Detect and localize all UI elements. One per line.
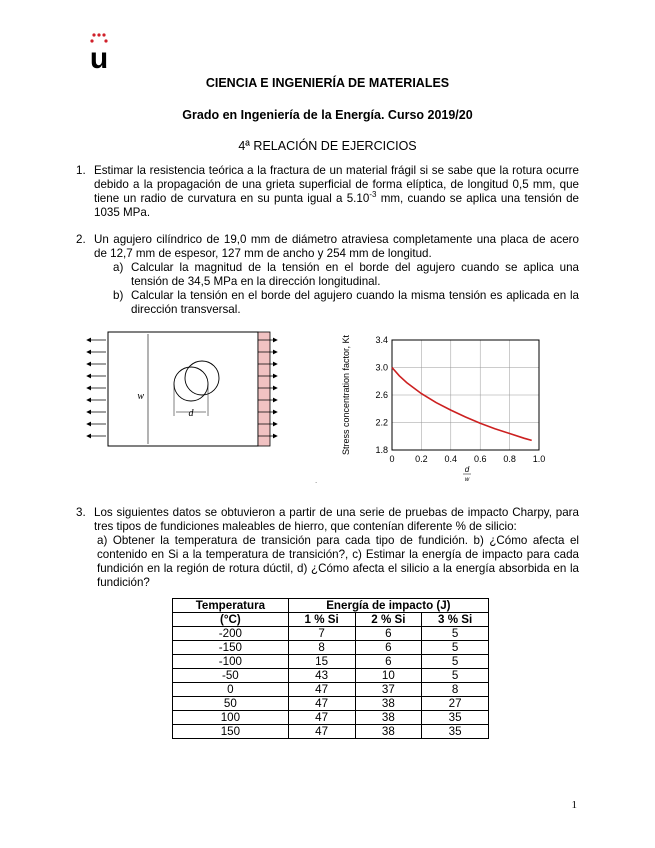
x-tick-label: 0.2	[415, 454, 428, 464]
table-row: -200 7 6 5	[173, 627, 489, 641]
diameter-label: d	[188, 408, 194, 419]
x-axis-label	[463, 465, 471, 482]
table-row: -50 43 10 5	[173, 669, 489, 683]
exercise-set-title: 4ª RELACIÓN DE EJERCICIOS	[238, 139, 417, 153]
logo-letter: u	[89, 42, 109, 70]
exercise-2a-text: Calcular la magnitud de la tensión en el borde del agujero cuando se aplica una tensión de 34,5 MPa en la dirección longitudinal.	[131, 261, 579, 288]
y-axis-label: Stress concentration factor, Kt	[341, 334, 351, 456]
svg-text:w: w	[464, 477, 470, 482]
header-temperature-unit: (°C)	[173, 613, 289, 627]
x-tick-label: 1.0	[532, 454, 546, 464]
x-tick-label: 0	[389, 454, 395, 464]
exercise-2a-label: a)	[113, 261, 124, 274]
charpy-table	[172, 598, 489, 739]
header-si3: 3 % Si	[422, 613, 489, 627]
exercise-1-text: Estimar la resistencia teórica a la fractura de un material frágil si se sabe que la rotura ocurre debido a la propagación de una grieta superficial de forma elíptica, de longitud 0,5 mm, que tiene un radio de curvatura en su punta igual a $5.10^{-3}$ mm, cuando se aplica una tensión de 1035 MPa.	[94, 164, 579, 219]
header-si2: 2 % Si	[355, 613, 422, 627]
y-tick-label: 2.2	[375, 417, 388, 428]
figure-footnote: .	[315, 476, 318, 485]
svg-text:d: d	[464, 465, 470, 474]
y-tick-label: 1.8	[375, 445, 388, 455]
exercise-2b-text: Calcular la tensión en el borde del agujero cuando la misma tensión es aplicada en la dirección transversal.	[131, 289, 579, 316]
table-header-row	[173, 599, 489, 613]
exercise-3-text: Los siguientes datos se obtuvieron a partir de una serie de pruebas de impacto Charpy, para tres tipos de fundiciones maleables de hierro, que contenían diferente % de silicio:	[94, 506, 579, 533]
exercise-2b-label: b)	[113, 289, 124, 302]
plate	[108, 332, 258, 446]
kt-curve	[392, 368, 532, 441]
left-load-arrows	[87, 340, 106, 436]
y-tick-label: 3.0	[375, 362, 388, 373]
table-row: 50 47 38 27	[173, 697, 489, 711]
exercise-2-text: Un agujero cilíndrico de 19,0 mm de diámetro atraviesa completamente una placa de acero de 12,7 mm de espesor, 127 mm de ancho y 254 mm de longitud.	[94, 233, 579, 260]
degree-subtitle: Grado en Ingeniería de la Energía. Curso 2019/20	[182, 108, 473, 122]
header-si1: 1 % Si	[288, 613, 355, 627]
y-tick-label: 2.6	[375, 390, 388, 400]
page-number: 1	[571, 799, 577, 811]
exercise-3-questions: a) Obtener la temperatura de transición para cada tipo de fundición. b) ¿Cómo afecta el contenido en Si a la temperatura de transición?, c) Estimar la energía de impacto para cada fundición en la región de rotura dúctil, d) ¿Cómo afecta el silicio a la energía absorbida en la fundición?	[97, 534, 579, 589]
table-row: 100 47 38 35	[173, 711, 489, 725]
width-label: w	[137, 391, 144, 402]
course-title: CIENCIA E INGENIERÍA DE MATERIALES	[205, 76, 450, 90]
header-energy: Energía de impacto (J)	[288, 599, 488, 613]
plate-edge	[258, 332, 270, 446]
exercise-3-number: 3.	[76, 506, 86, 519]
university-logo	[86, 32, 112, 70]
table-row: 150 47 38 35	[173, 725, 489, 739]
exercise-1-number: 1.	[76, 164, 86, 177]
x-tick-label: 0.4	[444, 454, 458, 464]
plate-hole-figure	[78, 330, 283, 455]
x-tick-label: 0.8	[503, 454, 516, 464]
table-subheader-row	[173, 613, 489, 627]
table-row: -150 8 6 5	[173, 641, 489, 655]
table-row: 0 47 37 8	[173, 683, 489, 697]
exercise-2-number: 2.	[76, 233, 86, 246]
stress-concentration-chart	[335, 332, 555, 482]
x-tick-label: 0.6	[473, 454, 487, 464]
table-row: -100 15 6 5	[173, 655, 489, 669]
header-temperature: Temperatura	[173, 599, 289, 613]
y-tick-label: 3.4	[375, 335, 388, 345]
